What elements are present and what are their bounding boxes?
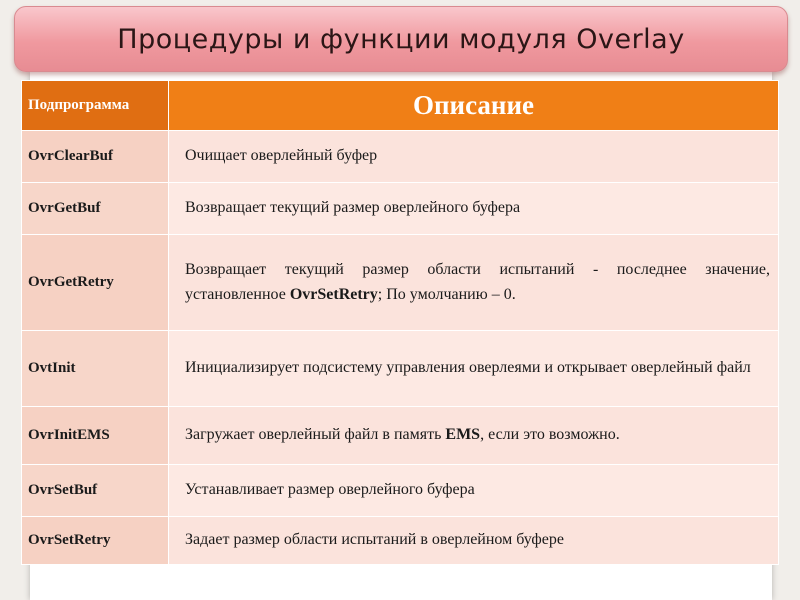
subroutine-description: Устанавливает размер оверлейного буфера bbox=[169, 465, 779, 517]
subroutine-name: OvrInitEMS bbox=[22, 407, 169, 465]
subroutine-description: Очищает оверлейный буфер bbox=[169, 131, 779, 183]
subroutine-name: OvtInit bbox=[22, 331, 169, 407]
description-text: ; По умолчанию – 0. bbox=[377, 285, 516, 303]
title-banner bbox=[14, 6, 788, 72]
subroutine-description: Задает размер области испытаний в оверлейном буфере bbox=[169, 517, 779, 565]
table-row bbox=[22, 183, 779, 235]
table-row bbox=[22, 331, 779, 407]
table-row bbox=[22, 465, 779, 517]
subroutine-table bbox=[21, 80, 779, 565]
description-text: , если это возможно. bbox=[480, 426, 620, 444]
description-text: Загружает оверлейный файл в память bbox=[185, 426, 446, 444]
subroutine-name: OvrGetBuf bbox=[22, 183, 169, 235]
subroutine-description: Инициализирует подсистему управления оверлеями и открывает оверлейный файл bbox=[169, 331, 779, 407]
subroutine-name: OvrSetBuf bbox=[22, 465, 169, 517]
description-keyword: OvrSetRetry bbox=[289, 285, 378, 303]
slide-title: Процедуры и функции модуля Overlay bbox=[117, 23, 685, 55]
description-text: Возвращает текущий размер области испытаний - последнее значение, установленное bbox=[185, 260, 770, 303]
subroutine-description bbox=[169, 235, 779, 331]
header-subroutine: Подпрограмма bbox=[22, 81, 169, 131]
table-row bbox=[22, 235, 779, 331]
table-row bbox=[22, 131, 779, 183]
table-row bbox=[22, 407, 779, 465]
subroutine-description bbox=[169, 407, 779, 465]
table-header-row bbox=[22, 81, 779, 131]
description-keyword: EMS bbox=[445, 426, 481, 444]
subroutine-description: Возвращает текущий размер оверлейного буфера bbox=[169, 183, 779, 235]
subroutine-name: OvrSetRetry bbox=[22, 517, 169, 565]
header-description: Описание bbox=[169, 81, 779, 131]
subroutine-name: OvrClearBuf bbox=[22, 131, 169, 183]
table-row bbox=[22, 517, 779, 565]
subroutine-name: OvrGetRetry bbox=[22, 235, 169, 331]
